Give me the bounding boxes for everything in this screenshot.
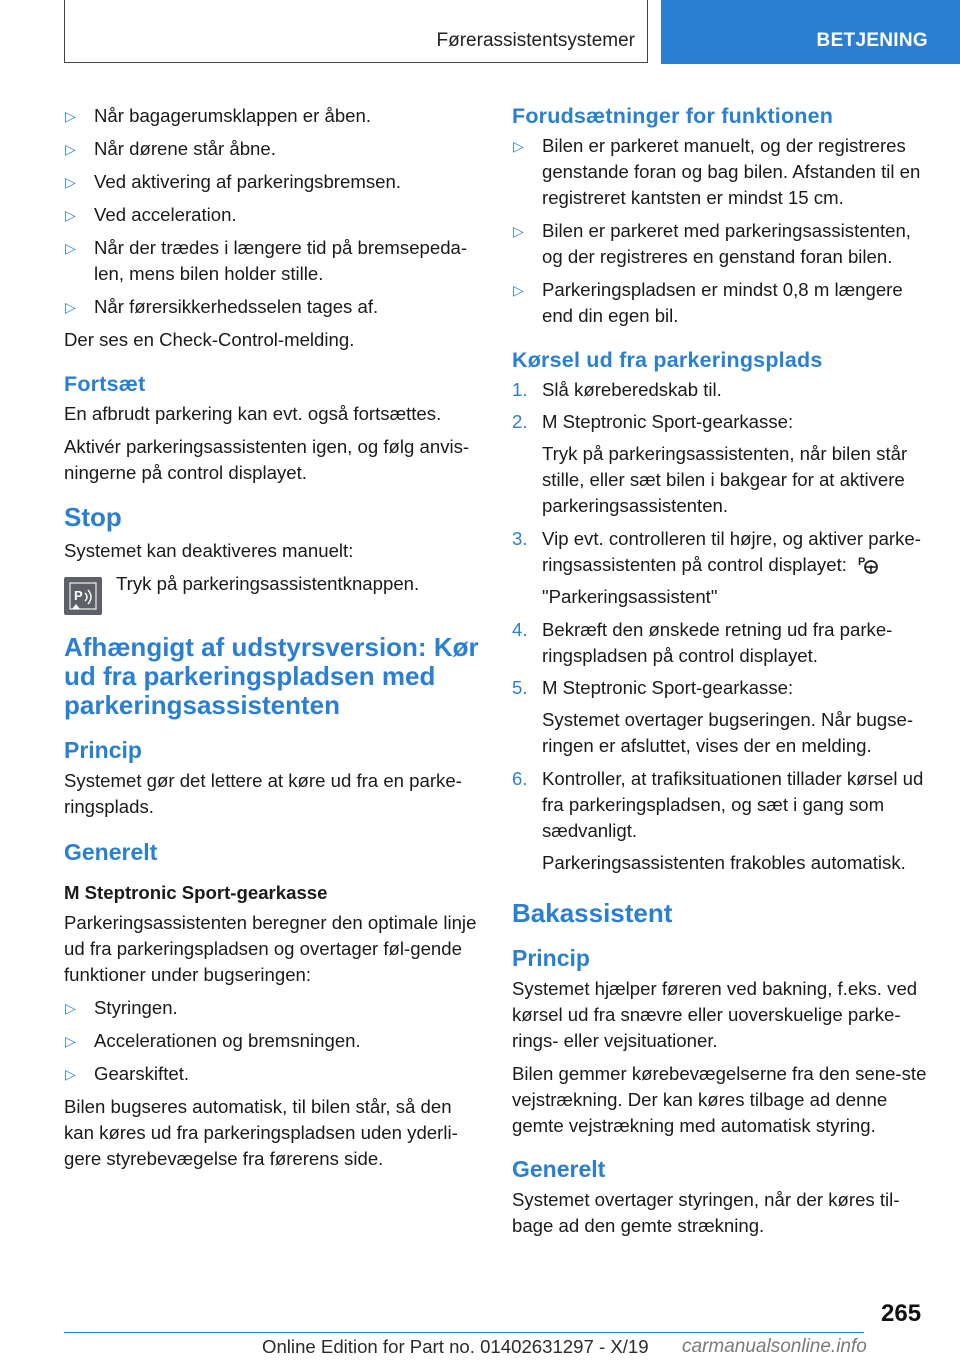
bullet-triangle-icon: ▷ xyxy=(65,1000,76,1016)
step-item: 3. Vip evt. controlleren til højre, og aktiver parke-ringsassistenten på control displayet: P xyxy=(512,528,921,575)
bullet-triangle-icon: ▷ xyxy=(65,141,76,157)
bullet-triangle-icon: ▷ xyxy=(65,207,76,223)
parking-sensor-icon xyxy=(64,577,102,615)
bullet-triangle-icon: ▷ xyxy=(65,1066,76,1082)
paragraph: Systemet hjælper føreren ved bakning, f.eks. ved kørsel ud fra snævre eller uoverskuelige parke-rings- eller vejsituationer. xyxy=(512,978,918,1051)
bullet-triangle-icon: ▷ xyxy=(65,108,76,124)
bullet-triangle-icon: ▷ xyxy=(513,282,524,298)
list-item: ▷ Bilen er parkeret manuelt, og der registreres genstande foran og bag bilen. Afstanden til en registreret kantsten er mindst 15 cm. xyxy=(513,135,921,208)
heading-stop: Stop xyxy=(64,502,122,532)
subheading-gear: M Steptronic Sport-gearkasse xyxy=(64,882,328,903)
list-item: ▷ Parkeringspladsen er mindst 0,8 m længere end din egen bil. xyxy=(513,279,903,326)
heading-big: Afhængigt af udstyrsversion: Kør ud fra parkeringspladsen med parkeringsassistenten xyxy=(64,632,479,720)
heading-princip: Princip xyxy=(512,945,590,971)
list-item: ▷ Ved aktivering af parkeringsbremsen. xyxy=(64,169,482,195)
paragraph: Bilen bugseres automatisk, til bilen står, så den kan køres ud fra parkeringspladsen uden yderli-gere styrebevægelse fra førerens side. xyxy=(64,1096,458,1169)
footer-divider xyxy=(64,1332,864,1333)
step-detail: Tryk på parkeringsassistenten, når bilen står stille, eller sæt bilen i bakgear for at aktivere parkeringsassistenten. xyxy=(542,443,908,516)
heading-fortsaet: Fortsæt xyxy=(64,372,146,396)
step-detail: Parkeringsassistenten frakobles automatisk. xyxy=(542,852,906,873)
list-item: ▷ Accelerationen og bremsningen. xyxy=(64,1028,482,1054)
bullet-triangle-icon: ▷ xyxy=(65,1033,76,1049)
list-item: ▷ Gearskiftet. xyxy=(64,1061,482,1087)
svg-text:P: P xyxy=(858,556,866,568)
footer-edition: Online Edition for Part no. 01402631297 - X/19 xyxy=(262,1336,649,1357)
heading-princip: Princip xyxy=(64,737,142,763)
header-section-tab xyxy=(661,0,960,64)
parking-steering-icon xyxy=(856,554,880,574)
button-instruction xyxy=(64,571,482,619)
section-title: BETJENING xyxy=(816,30,928,51)
heading-bakassistent: Bakassistent xyxy=(512,898,673,928)
paragraph: Tryk på parkeringsassistentknappen. xyxy=(116,573,420,594)
step-item: 6. Kontroller, at trafiksituationen tillader kørsel ud fra parkeringspladsen, og sæt i gang som sædvanligt. xyxy=(512,768,924,841)
bullet-triangle-icon: ▷ xyxy=(65,174,76,190)
paragraph: Aktivér parkeringsassistenten igen, og følg anvis-ningerne på control displayet. xyxy=(64,436,470,483)
step-item: 2. M Steptronic Sport-gearkasse: xyxy=(512,411,794,432)
page-number: 265 xyxy=(881,1300,922,1327)
right-column xyxy=(512,103,932,1246)
left-column xyxy=(64,103,482,1179)
svg-text:P: P xyxy=(74,588,83,603)
list-item: ▷ Når bagagerumsklappen er åben. xyxy=(64,103,482,129)
bullet-triangle-icon: ▷ xyxy=(513,223,524,239)
paragraph: Bilen gemmer kørebevægelserne fra den sene-ste vejstrækning. Der kan køres tilbage ad denne gemte vejstrækning med automatisk styring. xyxy=(512,1063,927,1136)
list-item: ▷ Bilen er parkeret med parkeringsassistenten, og der registreres en genstand foran bilen. xyxy=(513,220,911,267)
step-item: 4. Bekræft den ønskede retning ud fra parke-ringspladsen på control displayet. xyxy=(512,619,893,666)
paragraph: En afbrudt parkering kan evt. også fortsættes. xyxy=(64,403,442,424)
paragraph: Der ses en Check-Control-melding. xyxy=(64,329,355,350)
list-item: ▷ Når dørene står åbne. xyxy=(64,136,482,162)
step-item: 1. Slå køreberedskab til. xyxy=(512,379,722,400)
heading-generelt: Generelt xyxy=(512,1156,606,1182)
list-item: ▷ Styringen. xyxy=(64,995,482,1021)
heading-forudsaetninger: Forudsætninger for funktionen xyxy=(512,104,834,128)
step-detail: Systemet overtager bugseringen. Når bugse-ringen er afsluttet, vises der en melding. xyxy=(542,709,914,756)
header-chapter-box xyxy=(64,0,648,63)
bullet-triangle-icon: ▷ xyxy=(65,299,76,315)
paragraph: Systemet gør det lettere at køre ud fra en parke-ringsplads. xyxy=(64,770,462,817)
paragraph: Systemet kan deaktiveres manuelt: xyxy=(64,540,354,561)
bullet-triangle-icon: ▷ xyxy=(513,138,524,154)
paragraph: Systemet overtager styringen, når der køres til-bage ad den gemte strækning. xyxy=(512,1189,900,1236)
heading-korsel: Kørsel ud fra parkeringsplads xyxy=(512,348,823,372)
step-item: 5. M Steptronic Sport-gearkasse: xyxy=(512,677,794,698)
paragraph: Parkeringsassistenten beregner den optimale linje ud fra parkeringspladsen og overtager føl-gende funktioner under bugseringen: xyxy=(64,912,477,985)
list-item: ▷ Ved acceleration. xyxy=(64,202,482,228)
watermark[interactable]: carmanualsonline.info xyxy=(682,1336,867,1357)
list-item: ▷ Når der trædes i længere tid på bremsepeda-len, mens bilen holder stille. xyxy=(65,237,468,284)
bullet-triangle-icon: ▷ xyxy=(65,240,76,256)
heading-generelt: Generelt xyxy=(64,839,158,865)
list-item: ▷ Når førersikkerhedsselen tages af. xyxy=(64,294,482,320)
step-detail: "Parkeringsassistent" xyxy=(542,586,718,607)
chapter-title: Førerassistentsystemer xyxy=(436,30,635,51)
